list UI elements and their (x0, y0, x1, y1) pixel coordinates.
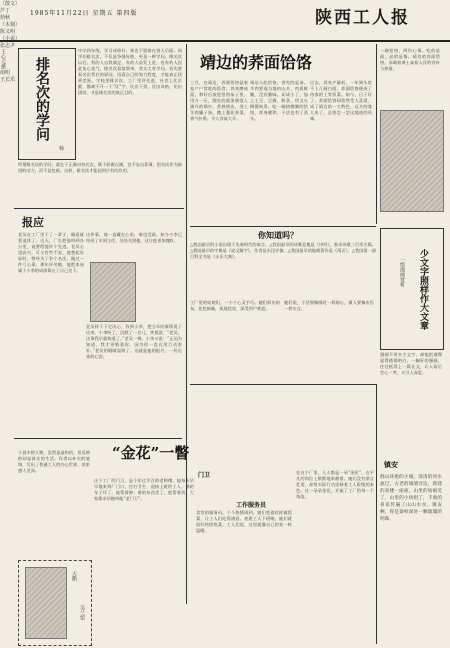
poem-title: 镇安 (384, 460, 398, 469)
report-text-col1: 老吴在工厂里干了一辈子，眼看就要退休了。这天，厂长把他叫到办公室，说要给他评个先进。老吴心里高兴，可又有些不安。他想起年轻时，曾经为了争个名次，做过一件亏心事。那年评劳模，他把本该属于小李的成绩算在了自己名下。 (18, 232, 84, 273)
main-author: 芦丁 (0, 8, 11, 14)
main-text-col1: 三月，在靖边，荞面饸饹是家家户户常吃的饭食。荞麦磨成面，和好后放进饸饹床子里，用力一压，细长的面条便落入滚开的锅中。煮熟捞出，浇上羊肉臊子汤，撒上葱花香菜，香气扑鼻，令人食欲大开。 (190, 80, 248, 121)
cartoon-credit: 吴兰恺 (79, 605, 85, 620)
golden-flower-sub2: 工作服务员 (236, 502, 267, 509)
issue-date: 1985年11月22日 星期五 第四版 (30, 10, 138, 17)
main-tag: （散文） (0, 1, 21, 7)
woodcut-label: 拾秋 (0, 15, 11, 21)
woodcut-image (380, 110, 444, 212)
woodcut-genre: （木刻） (0, 22, 21, 28)
masthead (0, 0, 450, 42)
golden-flower-headline: “金花”一瞥 (112, 444, 190, 462)
main-text-col3: 过去，荞麦产量低，一年到头吃不上几顿白面，荞面饸饹便成了待客的上等饭菜。如今，日子好了，荞面饸饹却依然受人喜爱，成了靖边的一大特色，远方的客人来了，总要尝一尝这地道的风味。 (310, 80, 372, 121)
sidebar-byline: 杨 (59, 146, 65, 152)
calligraphy-subtitle: 一组漫画赏析 (399, 257, 405, 287)
you-know-title: 你知道吗？ (258, 230, 298, 240)
mid-text-col1: 工厂里的姑娘们，一个个心灵手巧。她们织出的布，花色新颖，质地优良，深受用户欢迎。 (190, 300, 280, 311)
sidebar-text: 中学四年级，学习成绩好，谁也不愿排在别人后面。同学们排名次，不仅是争强好胜，更是一种学问。排名次以后，有的人自我满足，有的人奋发上进，也有的人因此灰心丧气。排名次看似简单，其实大有学问。首先要看名次背后的原因，再看自己的努力程度，才能真正找到差距。学校里排名次，工厂里评先进，社会上比贡献，都离不开一个“比”字。比出干劲，比出风格，比出团结，才是排名次的真正目的。 (78, 48, 182, 95)
calligraphy-title: 少文字照样作大文章 (418, 249, 428, 330)
sidebar-text-continued: 所谓排名次的学问，就在于正确对待名次，既不骄傲自满，也不妄自菲薄，把名次作为前进的动力，而不是包袱。这样，排名次才能起到应有的作用。 (18, 162, 182, 173)
report-title: 报应 (22, 216, 44, 229)
golden-flower-col2: 食堂的服务员，个个热情周到。她们变着花样做饭菜，让工人们吃得满意。夜班工人下班晚，她们就留好热饭热菜。工人们说，这里就像自己的家一样温暖。 (196, 510, 292, 533)
cartoon-box (18, 560, 92, 646)
calligraphy-box (380, 228, 444, 350)
sidebar-title: 排名次的学问 (34, 57, 50, 141)
mid-text-col2: 她们说，干活要像绣花一样细心，做人要像布匹一样实在。 (284, 300, 374, 311)
woodcut-credit: 陈义明 (0, 29, 16, 35)
report-genre: （小说） (0, 36, 21, 42)
you-know-text: △我国最早的小说出现于先秦时代的寓言。△我国最早的诗歌总集是《诗经》，收录诗歌三百零五篇。△我国最早的字典是《说文解字》，作者是东汉许慎。△我国最早的地理著作是《禹贡》。△我国第一部百科全书是《永乐大典》。 (190, 242, 376, 259)
report-text-col3: 老吴终于下定决心，找到小李，把当年的事情说了出来。小李听了，沉默了一会儿，笑着说：“老吴，这事我早就知道了。”老吴一愣。小李又说：“正因为知道，我才更敬重你，因为你一直在用行动弥补。”老吴的眼睛湿润了。这就是他的报应，一份迟来的心安。 (86, 324, 182, 359)
report-author: 张志尹 (0, 43, 16, 49)
golden-flower-sub1: 门卫 (198, 472, 211, 479)
cartoon-title: 天鹅 (71, 571, 77, 581)
poem-text: 群山环抱的小城，清清的河水流过。古老的城墙旁边，新建的高楼一座座。山里的姑娘笑了，山里的小伙唱了，丰收的喜讯传遍了山山水水。镇安啊，你是秦岭深处一颗璀璨的明珠。 (380, 475, 442, 522)
photo-credit: 王心元摄 (0, 49, 6, 69)
photo-image (90, 262, 136, 322)
golden-flower-col1: 这个工厂的门卫，是个年过半百的老师傅。他每天早早地来到厂门口，打扫卫生，迎接上班的工人。谁的车子坏了，他帮着修；谁的东西丢了，他帮着找。大家都亲切地叫他“老门卫”。 (94, 478, 194, 501)
cartoon-image (25, 567, 67, 639)
report-text-col2: 这件事，他一直藏在心里，谁也没说。如今小李已经成了车间主任，处处关照他，这让他更加愧疚。 (86, 232, 182, 243)
right-mid-text: 漫画不用多少文字，却能把道理说得透彻明白。一幅好的漫画，往往抵得上一篇长文，让人看后会心一笑，又引人深思。 (380, 352, 442, 375)
poem-author: 王长乐 (0, 77, 16, 83)
left-bottom-text: 小说中的人物，虽然是虚构的，但反映的却是真实的生活。作者以朴实的笔调，写出了普通工人的内心世界，读来感人至深。 (18, 450, 90, 473)
sidebar-title-box (18, 48, 76, 160)
golden-flower-author: 南明 (0, 70, 11, 76)
golden-flower-col3: 在这个厂里，人人都是一朵“金花”，在平凡的岗位上默默地奉献着。她们没有豪言壮语，却用实际行动诠释着工人阶级的本色。这一朵朵金花，开遍了工厂的每一个角落。 (296, 470, 374, 499)
main-text-col2: 靖边人吃饸饹，讲究的是汤。羊肉要选当地的山羊，肉质鲜嫩，没有膻味。切成小丁，加上土豆、豆腐、粉条，用文火慢慢炖煮。吃一碗热腾腾的饸饹，浑身暖和，干活也有了劲头。 (250, 80, 308, 121)
main-headline: 靖边的荞面饸饹 (200, 53, 313, 72)
paper-name: 陕西工人报 (315, 8, 410, 28)
right-top-text: 一碗饸饹，两份心情。吃的是面，品的是情。靖边的荞面饸饹，承载着黄土高原人民的淳朴与热情。 (380, 48, 440, 71)
